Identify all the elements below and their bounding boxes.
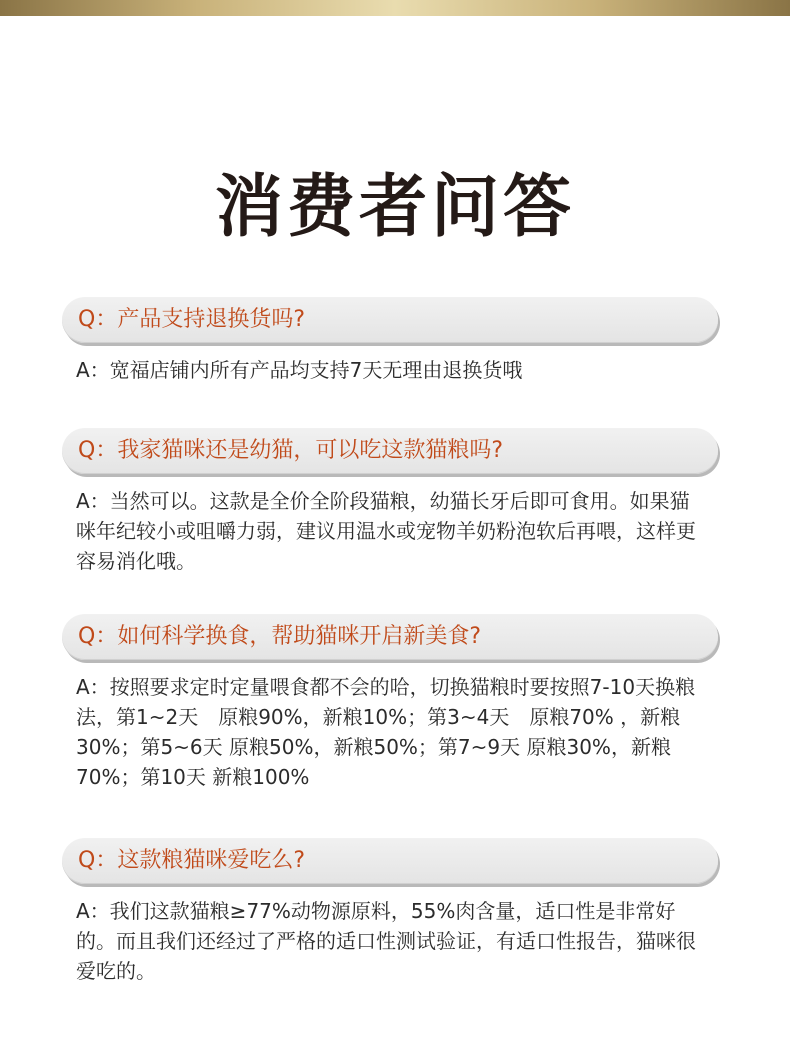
top-gold-band <box>0 0 790 16</box>
page-title: 消费者问答 <box>214 168 575 247</box>
answer-text: A：宽福店铺内所有产品均支持7天无理由退换货哦 <box>76 358 523 382</box>
question-text: Q：这款粮猫咪爱吃么? <box>78 848 305 873</box>
qa-item-returns <box>62 297 722 385</box>
question-text: Q：我家猫咪还是幼猫，可以吃这款猫粮吗? <box>78 438 503 463</box>
qa-item-palatability <box>62 838 722 986</box>
question-text: Q：产品支持退换货吗? <box>78 307 305 332</box>
answer-text: A：当然可以。这款是全价全阶段猫粮，幼猫长牙后即可食用。如果猫咪年纪较小或咀嚼力弱，建议用温水或宠物羊奶粉泡软后再喂，这样更容易消化哦。 <box>76 489 696 573</box>
question-bar <box>62 614 718 660</box>
question-text: Q：如何科学换食，帮助猫咪开启新美食? <box>78 624 481 649</box>
qa-item-food-switch <box>62 614 722 792</box>
qa-item-kitten <box>62 428 722 576</box>
answer-text: A：按照要求定时定量喂食都不会的哈，切换猫粮时要按照7-10天换粮法，第1~2天 原粮90%，新粮10%；第3~4天 原粮70% ，新粮30%；第5~6天 原粮50%，新粮50%；第7~9天 原粮30%，新粮70%；第10天 新粮100% <box>76 675 696 789</box>
question-bar <box>62 838 718 884</box>
question-bar <box>62 297 718 343</box>
answer-text: A：我们这款猫粮≥77%动物源原料，55%肉含量，适口性是非常好的。而且我们还经过了严格的适口性测试验证，有适口性报告，猫咪很爱吃的。 <box>76 899 696 983</box>
question-bar <box>62 428 718 474</box>
